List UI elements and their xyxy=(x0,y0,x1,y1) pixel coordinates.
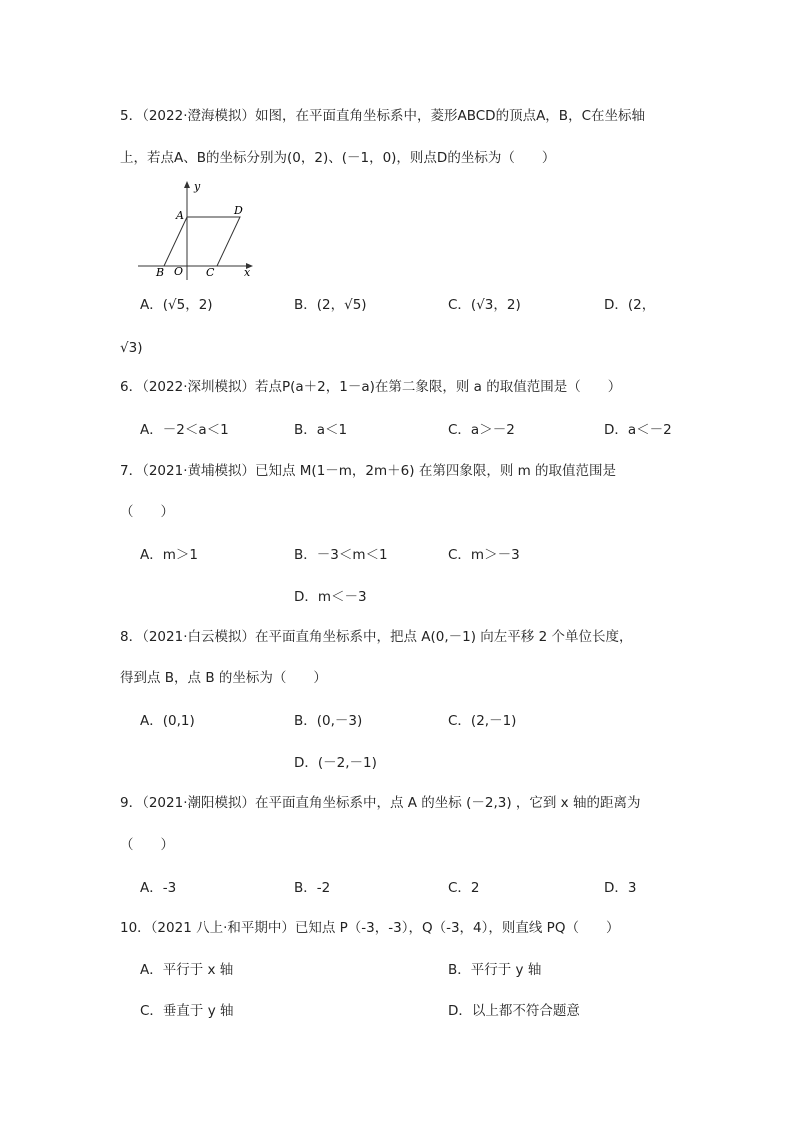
q6-option-c[interactable]: C．a＞－2 xyxy=(448,422,515,438)
q5-option-a[interactable]: A．(√5，2) xyxy=(140,297,213,313)
q8-option-a[interactable]: A．(0,1) xyxy=(140,713,195,729)
label-a: A xyxy=(176,209,184,222)
q8-option-c[interactable]: C．(2,－1) xyxy=(448,713,517,729)
label-c: C xyxy=(206,266,215,279)
q5-stem-line2: 上，若点A、B的坐标分别为(0，2)、(－1，0)，则点D的坐标为（ ） xyxy=(120,150,556,166)
q6-option-b[interactable]: B．a＜1 xyxy=(294,422,348,438)
rhombus-figure xyxy=(134,176,260,284)
label-b: B xyxy=(156,266,165,279)
q9-paren: （ ） xyxy=(120,837,174,853)
q7-option-a[interactable]: A．m＞1 xyxy=(140,547,198,563)
q9-option-b[interactable]: B．-2 xyxy=(294,880,331,896)
q6-stem: 6．（2022·深圳模拟）若点P(a＋2，1－a)在第二象限，则 a 的取值范围是（ ） xyxy=(120,379,622,395)
q7-option-b[interactable]: B．－3＜m＜1 xyxy=(294,547,388,563)
q9-option-d[interactable]: D．3 xyxy=(604,880,637,896)
q8-stem: 8．（2021·白云模拟）在平面直角坐标系中，把点 A(0,－1) 向左平移 2 个单位长度， xyxy=(120,629,633,645)
q10-option-b[interactable]: B．平行于 y 轴 xyxy=(448,962,542,978)
q9-option-a[interactable]: A．-3 xyxy=(140,880,177,896)
q8-option-d[interactable]: D．(－2,－1) xyxy=(294,755,377,771)
q5-option-b[interactable]: B．(2，√5) xyxy=(294,297,367,313)
q10-option-d[interactable]: D．以上都不符合题意 xyxy=(448,1003,580,1019)
q5-option-d-cont: √3) xyxy=(120,340,143,356)
q8-stem-line2: 得到点 B，点 B 的坐标为（ ） xyxy=(120,670,327,686)
q9-stem: 9．（2021·潮阳模拟）在平面直角坐标系中，点 A 的坐标 (－2,3) ，它到 x 轴的距离为 xyxy=(120,795,641,811)
q7-paren: （ ） xyxy=(120,504,174,520)
q10-option-c[interactable]: C．垂直于 y 轴 xyxy=(140,1003,234,1019)
q7-option-d[interactable]: D．m＜－3 xyxy=(294,589,367,605)
label-y: y xyxy=(194,180,201,193)
q7-stem: 7．（2021·黄埔模拟）已知点 M(1－m，2m＋6) 在第四象限，则 m 的取值范围是 xyxy=(120,463,617,479)
y-axis-arrow xyxy=(184,181,190,188)
q5-option-d[interactable]: D．(2， xyxy=(604,297,656,313)
q8-option-b[interactable]: B．(0,－3) xyxy=(294,713,363,729)
q5-stem-line1: 5．（2022·澄海模拟）如图，在平面直角坐标系中，菱形ABCD的顶点A，B，C在坐标轴 xyxy=(120,108,645,124)
q10-option-a[interactable]: A．平行于 x 轴 xyxy=(140,962,234,978)
label-o: O xyxy=(174,265,184,278)
q9-option-c[interactable]: C．2 xyxy=(448,880,480,896)
q7-option-c[interactable]: C．m＞－3 xyxy=(448,547,520,563)
q6-option-d[interactable]: D．a＜－2 xyxy=(604,422,672,438)
q6-option-a[interactable]: A．－2＜a＜1 xyxy=(140,422,229,438)
q5-option-c[interactable]: C．(√3，2) xyxy=(448,297,521,313)
label-d: D xyxy=(234,204,243,217)
rhombus-abcd xyxy=(164,217,240,266)
q10-stem: 10．（2021 八上·和平期中）已知点 P（-3，-3），Q（-3，4），则直线 PQ（ ） xyxy=(120,920,620,936)
label-x: x xyxy=(244,266,251,279)
